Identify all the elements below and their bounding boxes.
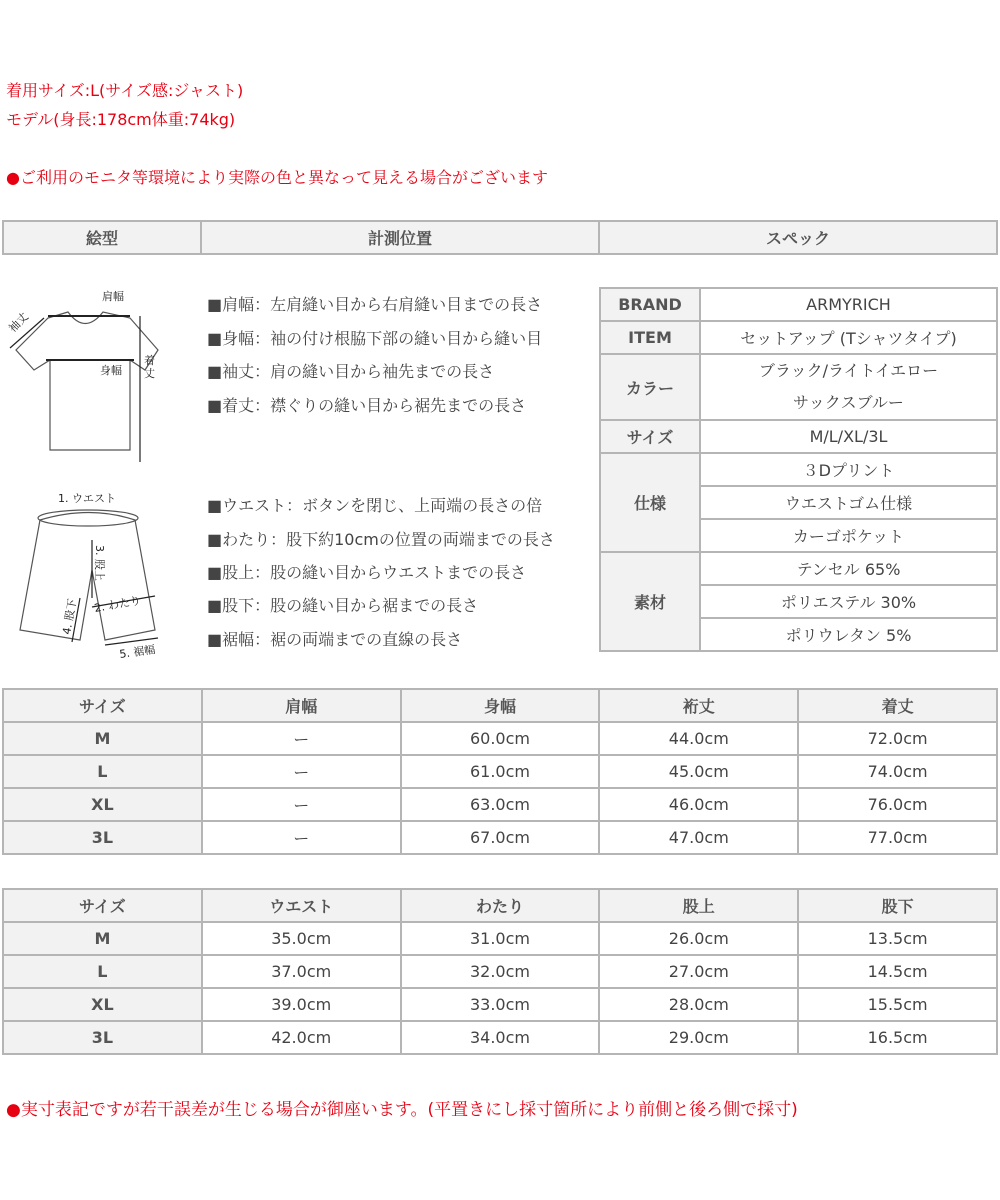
value-cell: 14.5cm (798, 955, 997, 988)
value-cell: 35.0cm (202, 922, 401, 955)
value-cell: 13.5cm (798, 922, 997, 955)
table-row (3, 922, 997, 955)
header-spec: スペック (599, 221, 997, 254)
value-cell: 28.0cm (599, 988, 798, 1021)
spec-table (599, 287, 998, 652)
value-cell: ー (202, 755, 401, 788)
top-size-table (2, 688, 998, 855)
value-cell: 42.0cm (202, 1021, 401, 1054)
table-row (3, 821, 997, 854)
measure-item: ■ウエスト：ボタンを閉じ、上両端の長さの倍 (207, 496, 543, 515)
value-cell: ー (202, 821, 401, 854)
size-cell: L (3, 955, 202, 988)
value-cell: 60.0cm (401, 722, 600, 755)
label-thigh: 2. わたり (93, 593, 142, 615)
label-width: 身幅 (100, 364, 122, 377)
column-header: 股上 (599, 889, 798, 922)
spec-label: 素材 (600, 552, 700, 651)
measure-item: ■肩幅：左肩縫い目から右肩縫い目までの長さ (207, 295, 543, 314)
model-info: モデル(身長:178cm体重:74kg) (6, 110, 236, 129)
value-cell: ー (202, 722, 401, 755)
section-header (2, 220, 998, 255)
value-cell: 63.0cm (401, 788, 600, 821)
size-cell: XL (3, 988, 202, 1021)
value-cell: 77.0cm (798, 821, 997, 854)
value-cell: 74.0cm (798, 755, 997, 788)
value-cell: 39.0cm (202, 988, 401, 1021)
spec-feature: カーゴポケット (700, 519, 997, 552)
spec-brand: ARMYRICH (700, 288, 997, 321)
value-cell: 27.0cm (599, 955, 798, 988)
value-cell: 46.0cm (599, 788, 798, 821)
value-cell: 15.5cm (798, 988, 997, 1021)
spec-item: セットアップ (Tシャツタイプ) (700, 321, 997, 354)
column-header: 肩幅 (202, 689, 401, 722)
spec-label: カラー (600, 354, 700, 420)
spec-label: 仕様 (600, 453, 700, 552)
spec-label: ITEM (600, 321, 700, 354)
column-header: サイズ (3, 689, 202, 722)
table-row (3, 755, 997, 788)
measure-item: ■着丈：襟ぐりの縫い目から裾先までの長さ (207, 396, 527, 415)
table-row (3, 788, 997, 821)
size-cell: M (3, 922, 202, 955)
spec-colors (700, 354, 997, 420)
value-cell: 26.0cm (599, 922, 798, 955)
spec-label: サイズ (600, 420, 700, 453)
value-cell: 76.0cm (798, 788, 997, 821)
column-header: 股下 (798, 889, 997, 922)
value-cell: 61.0cm (401, 755, 600, 788)
value-cell: ー (202, 788, 401, 821)
size-cell: L (3, 755, 202, 788)
spec-label: BRAND (600, 288, 700, 321)
value-cell: 16.5cm (798, 1021, 997, 1054)
label-inseam: 4. 股下 (60, 597, 80, 636)
measure-item: ■身幅：袖の付け根脇下部の縫い目から縫い目 (207, 329, 543, 348)
model-size: 着用サイズ:L(サイズ感:ジャスト) (6, 81, 244, 100)
color-option: ブラック/ライトイエロー (758, 361, 939, 380)
footer-note: ●実寸表記ですが若干誤差が生じる場合が御座います。(平置きにし採寸箇所により前側と後ろ側で採寸) (6, 1100, 798, 1120)
measure-item: ■股上：股の縫い目からウエストまでの長さ (207, 563, 527, 582)
measure-item: ■袖丈：肩の縫い目から袖先までの長さ (207, 362, 495, 381)
value-cell: 33.0cm (401, 988, 600, 1021)
spec-sizes: M/L/XL/3L (700, 420, 997, 453)
size-cell: M (3, 722, 202, 755)
table-row (3, 988, 997, 1021)
garment-diagrams (0, 280, 200, 680)
value-cell: 32.0cm (401, 955, 600, 988)
label-waist: 1. ウエスト (58, 492, 116, 505)
measure-item: ■股下：股の縫い目から裾までの長さ (207, 596, 479, 615)
size-cell: 3L (3, 1021, 202, 1054)
label-shoulder: 肩幅 (102, 290, 124, 303)
label-rise: 3. 股上 (93, 545, 106, 581)
size-cell: XL (3, 788, 202, 821)
value-cell: 31.0cm (401, 922, 600, 955)
spec-feature: ウエストゴム仕様 (700, 486, 997, 519)
value-cell: 37.0cm (202, 955, 401, 988)
column-header: わたり (401, 889, 600, 922)
label-sleeve: 袖丈 (6, 310, 31, 335)
column-header: ウエスト (202, 889, 401, 922)
color-notice: ●ご利用のモニタ等環境により実際の色と異なって見える場合がございます (6, 168, 548, 187)
bottom-size-table (2, 888, 998, 1055)
table-row (3, 1021, 997, 1054)
value-cell: 34.0cm (401, 1021, 600, 1054)
color-option: サックスブルー (793, 393, 904, 412)
spec-material: ポリウレタン 5% (700, 618, 997, 651)
measure-item: ■わたり：股下約10cmの位置の両端までの長さ (207, 530, 555, 549)
header-measure: 計測位置 (201, 221, 599, 254)
spec-material: テンセル 65% (700, 552, 997, 585)
label-length-1: 着 (144, 354, 155, 367)
column-header: 裄丈 (599, 689, 798, 722)
column-header: サイズ (3, 889, 202, 922)
spec-feature: ３Dプリント (700, 453, 997, 486)
value-cell: 72.0cm (798, 722, 997, 755)
label-hem: 5. 裾幅 (118, 643, 157, 661)
value-cell: 47.0cm (599, 821, 798, 854)
value-cell: 44.0cm (599, 722, 798, 755)
value-cell: 29.0cm (599, 1021, 798, 1054)
table-row (3, 955, 997, 988)
column-header: 身幅 (401, 689, 600, 722)
value-cell: 45.0cm (599, 755, 798, 788)
table-row (3, 722, 997, 755)
measure-item: ■裾幅：裾の両端までの直線の長さ (207, 630, 463, 649)
spec-material: ポリエステル 30% (700, 585, 997, 618)
size-cell: 3L (3, 821, 202, 854)
value-cell: 67.0cm (401, 821, 600, 854)
header-pattern: 絵型 (3, 221, 201, 254)
column-header: 着丈 (798, 689, 997, 722)
label-length-2: 丈 (144, 367, 155, 380)
